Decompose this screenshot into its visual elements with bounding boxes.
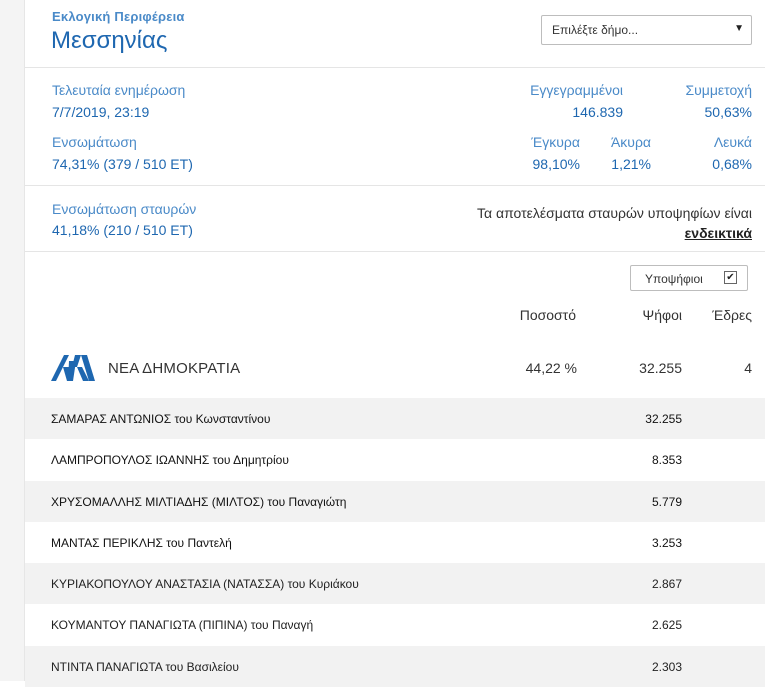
turnout-value: 50,63% bbox=[704, 104, 752, 120]
candidate-row bbox=[25, 522, 765, 563]
candidate-votes: 8.353 bbox=[651, 453, 682, 468]
candidate-row bbox=[25, 481, 765, 522]
candidates-toggle[interactable] bbox=[630, 265, 748, 291]
caret-down-icon: ▼ bbox=[734, 23, 744, 34]
candidate-name: ΚΟΥΜΑΝΤΟΥ ΠΑΝΑΓΙΩΤΑ (ΠΙΠΙΝΑ) του Παναγή bbox=[51, 618, 314, 633]
crosses-integration-label: Ενσωμάτωση σταυρών bbox=[52, 201, 197, 217]
candidate-row bbox=[25, 439, 765, 480]
party-seats: 4 bbox=[744, 360, 752, 376]
candidate-row bbox=[25, 604, 765, 645]
candidate-votes: 5.779 bbox=[651, 494, 682, 509]
candidate-name: ΜΑΝΤΑΣ ΠΕΡΙΚΛΗΣ του Παντελή bbox=[51, 535, 232, 550]
candidate-name: ΣΑΜΑΡΑΣ ΑΝΤΩΝΙΟΣ του Κωνσταντίνου bbox=[51, 412, 271, 426]
candidate-votes: 2.303 bbox=[651, 659, 682, 674]
valid-value: 98,10% bbox=[532, 156, 580, 172]
municipality-select[interactable] bbox=[541, 15, 752, 45]
blank-label: Λευκά bbox=[713, 134, 752, 150]
invalid-label: Άκυρα bbox=[610, 134, 651, 150]
left-sidebar-strip bbox=[0, 0, 25, 681]
candidate-name: ΚΥΡΙΑΚΟΠΟΥΛΟΥ ΑΝΑΣΤΑΣΙΑ (ΝΑΤΑΣΣΑ) του Κυριάκου bbox=[51, 577, 359, 592]
candidate-votes: 32.255 bbox=[645, 412, 682, 426]
valid-label: Έγκυρα bbox=[531, 134, 580, 150]
party-percent: 44,22 % bbox=[525, 360, 577, 376]
party-name: ΝΕΑ ΔΗΜΟΚΡΑΤΙΑ bbox=[108, 360, 241, 377]
turnout-label: Συμμετοχή bbox=[685, 82, 752, 98]
column-header-seats: Έδρες bbox=[712, 307, 752, 323]
region-label: Εκλογική Περιφέρεια bbox=[52, 9, 185, 24]
region-name: Μεσσηνίας bbox=[51, 27, 168, 54]
column-header-votes: Ψήφοι bbox=[642, 307, 682, 323]
crosses-note bbox=[392, 203, 752, 243]
crosses-note-text: Τα αποτελέσματα σταυρών υποψηφίων είναι bbox=[476, 205, 752, 221]
candidate-name: ΛΑΜΠΡΟΠΟΥΛΟΣ ΙΩΑΝΝΗΣ του Δημητρίου bbox=[51, 453, 289, 468]
candidate-name: ΧΡΥΣΟΜΑΛΛΗΣ ΜΙΛΤΙΑΔΗΣ (ΜΙΛΤΟΣ) του Παναγιώτη bbox=[51, 494, 347, 509]
registered-label: Εγγεγραμμένοι bbox=[530, 82, 623, 98]
municipality-select-value: Επιλέξτε δήμο... bbox=[552, 23, 639, 37]
checkbox-checked-icon[interactable]: ✔ bbox=[724, 271, 737, 284]
candidate-row bbox=[25, 398, 765, 439]
registered-value: 146.839 bbox=[572, 104, 623, 120]
last-update-value: 7/7/2019, 23:19 bbox=[52, 104, 150, 120]
integration-label: Ενσωμάτωση bbox=[52, 134, 137, 150]
crosses-note-emphasis[interactable]: ενδεικτικά bbox=[684, 225, 752, 241]
region-header bbox=[25, 0, 765, 68]
crosses-section bbox=[25, 186, 765, 252]
results-panel bbox=[25, 0, 765, 681]
party-row[interactable] bbox=[25, 345, 765, 395]
blank-value: 0,68% bbox=[712, 156, 752, 172]
crosses-integration-value: 41,18% (210 / 510 ET) bbox=[52, 222, 193, 238]
candidate-votes: 3.253 bbox=[651, 535, 682, 550]
invalid-value: 1,21% bbox=[611, 156, 651, 172]
party-votes: 32.255 bbox=[639, 360, 682, 376]
nd-party-logo-icon bbox=[51, 355, 95, 381]
stats-section bbox=[25, 68, 765, 186]
candidate-votes: 2.625 bbox=[651, 618, 682, 633]
candidate-votes: 2.867 bbox=[651, 577, 682, 592]
candidate-row bbox=[25, 563, 765, 604]
integration-value: 74,31% (379 / 510 ΕΤ) bbox=[52, 156, 193, 172]
column-header-percent: Ποσοστό bbox=[519, 307, 576, 323]
candidates-toggle-label: Υποψήφιοι bbox=[645, 272, 703, 286]
candidate-list bbox=[25, 398, 765, 687]
candidate-name: ΝΤΙΝΤΑ ΠΑΝΑΓΙΩΤΑ του Βασιλείου bbox=[51, 659, 239, 674]
last-update-label: Τελευταία ενημέρωση bbox=[52, 82, 186, 98]
